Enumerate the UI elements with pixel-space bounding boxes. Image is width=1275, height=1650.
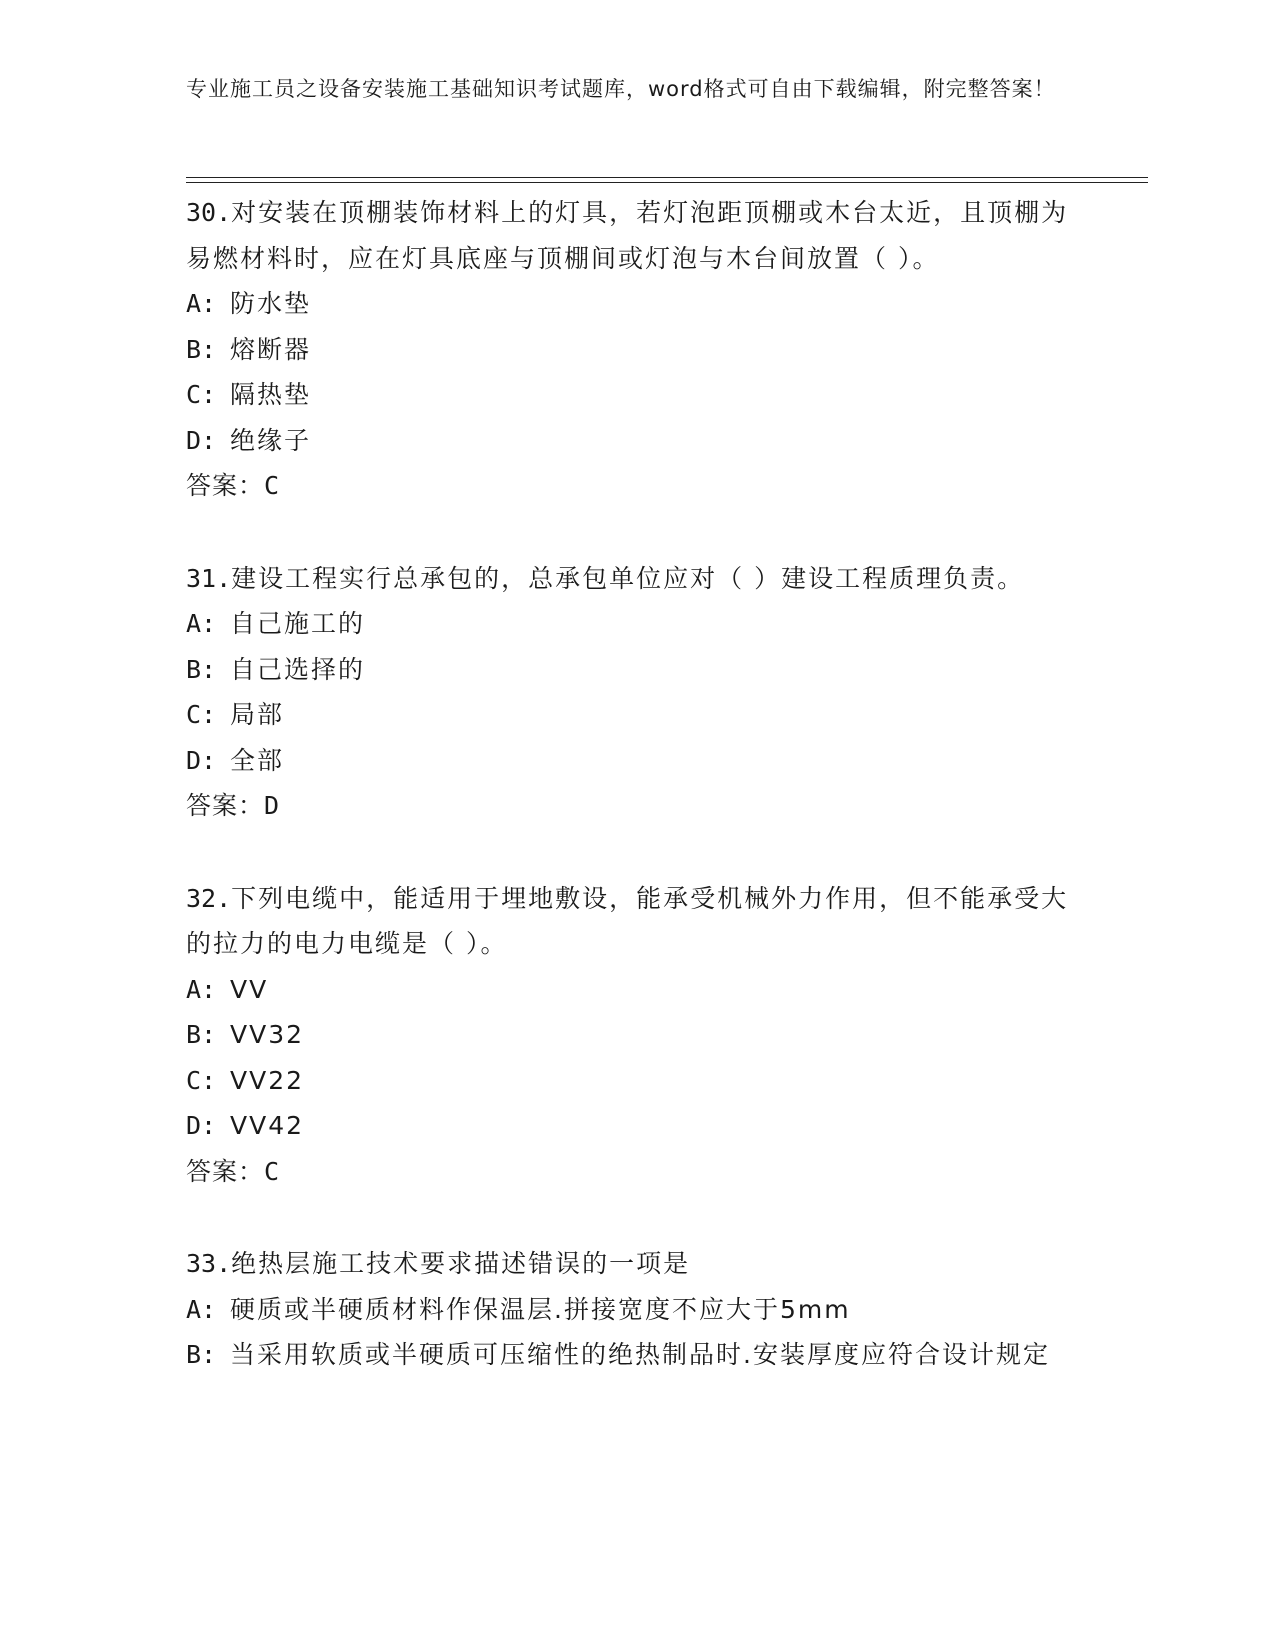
question-stem <box>186 1241 1086 1287</box>
question-number: 30. <box>186 198 232 227</box>
option-text: 隔热垫 <box>230 380 312 409</box>
answer-line <box>186 783 1086 829</box>
question-number: 31. <box>186 563 232 593</box>
option-text: 自己施工的 <box>230 609 366 638</box>
option-letter: A: <box>186 1294 217 1324</box>
option-letter: B: <box>186 654 217 684</box>
option-text: 硬质或半硬质材料作保温层.拼接宽度不应大于5mm <box>230 1294 851 1324</box>
answer-value: D <box>264 791 281 820</box>
option-letter: D: <box>186 745 217 775</box>
question-33 <box>186 1241 1086 1378</box>
question-text: 建设工程实行总承包的，总承包单位应对（ ）建设工程质理负责。 <box>231 563 1025 593</box>
option-letter: B: <box>186 1340 217 1369</box>
option-letter: D: <box>186 425 217 455</box>
option-a <box>186 281 1086 327</box>
option-letter: A: <box>186 289 217 318</box>
option-letter: C: <box>186 380 217 409</box>
document-header-title: 专业施工员之设备安装施工基础知识考试题库，word格式可自由下载编辑，附完整答案！ <box>186 77 1056 101</box>
option-letter: C: <box>186 700 217 729</box>
header-divider-top <box>186 177 1148 178</box>
option-letter: A: <box>186 974 217 1004</box>
question-32 <box>186 876 1086 1195</box>
option-d <box>186 1103 1086 1149</box>
question-stem <box>186 876 1086 967</box>
answer-value: C <box>264 1156 281 1186</box>
option-b <box>186 647 1086 693</box>
answer-value: C <box>264 471 281 500</box>
option-c <box>186 372 1086 418</box>
option-b <box>186 1332 1086 1378</box>
answer-label: 答案： <box>186 1156 265 1186</box>
option-text: 防水垫 <box>230 289 312 318</box>
option-text: VV22 <box>230 1065 305 1095</box>
option-a <box>186 601 1086 647</box>
option-d <box>186 418 1086 464</box>
option-c <box>186 692 1086 738</box>
option-letter: C: <box>186 1065 217 1095</box>
option-text: 局部 <box>230 700 285 729</box>
option-text: 自己选择的 <box>230 654 366 684</box>
option-text: 当采用软质或半硬质可压缩性的绝热制品时.安装厚度应符合设计规定 <box>230 1340 1050 1369</box>
question-stem <box>186 556 1086 602</box>
option-text: VV <box>230 974 269 1004</box>
option-text: 全部 <box>230 745 285 775</box>
option-b <box>186 1012 1086 1058</box>
option-letter: B: <box>186 1020 217 1049</box>
option-letter: D: <box>186 1111 217 1140</box>
header-divider-bottom <box>186 182 1148 183</box>
question-text: 下列电缆中，能适用于埋地敷设，能承受机械外力作用，但不能承受大的拉力的电力电缆是（ ）。 <box>186 883 1069 958</box>
option-text: VV32 <box>230 1020 305 1049</box>
answer-line <box>186 1149 1086 1195</box>
question-text: 绝热层施工技术要求描述错误的一项是 <box>231 1249 691 1278</box>
option-a <box>186 967 1086 1013</box>
option-d <box>186 738 1086 784</box>
question-text: 对安装在顶棚装饰材料上的灯具，若灯泡距顶棚或木台太近，且顶棚为易燃材料时，应在灯具底座与顶棚间或灯泡与木台间放置（ ）。 <box>186 198 1069 273</box>
answer-label: 答案： <box>186 791 265 820</box>
option-letter: A: <box>186 609 217 638</box>
option-text: VV42 <box>230 1111 305 1140</box>
question-stem <box>186 190 1086 281</box>
option-a <box>186 1287 1086 1333</box>
question-31 <box>186 556 1086 829</box>
option-c <box>186 1058 1086 1104</box>
answer-line <box>186 463 1086 509</box>
answer-label: 答案： <box>186 471 265 500</box>
option-b <box>186 327 1086 373</box>
question-number: 32. <box>186 883 232 913</box>
option-letter: B: <box>186 334 217 364</box>
question-30 <box>186 190 1086 509</box>
question-list <box>186 190 1086 1425</box>
question-number: 33. <box>186 1249 232 1278</box>
option-text: 绝缘子 <box>230 425 312 455</box>
option-text: 熔断器 <box>230 334 312 364</box>
